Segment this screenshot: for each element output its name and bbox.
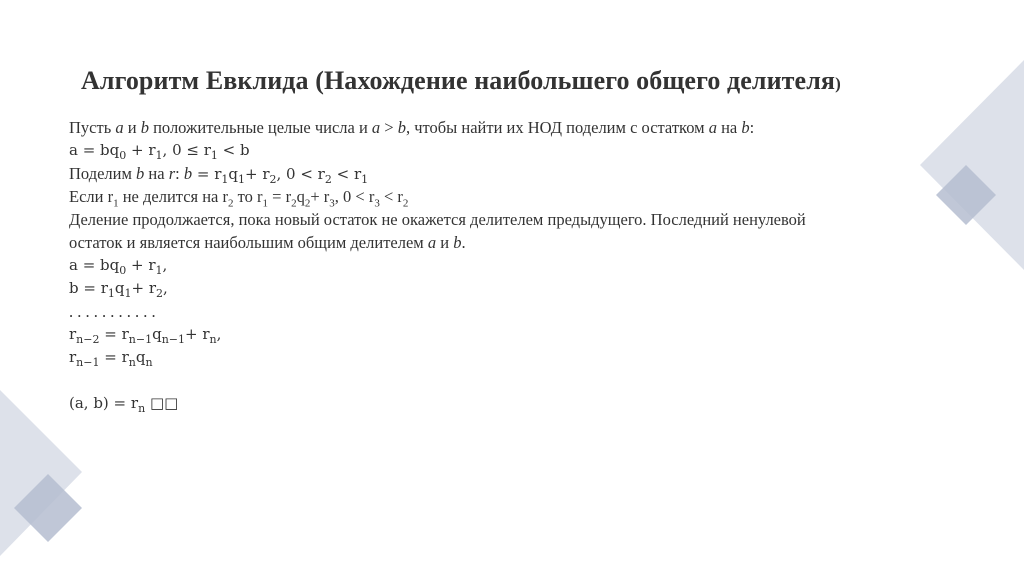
title-paren: ) xyxy=(835,74,841,93)
slide-body xyxy=(69,116,949,415)
text-line-6: остаток и является наибольшим общим делителем a и b. xyxy=(69,233,466,252)
blank-line xyxy=(69,369,949,392)
formula-line-8: $b = r_1q_1+ r_2$, xyxy=(69,279,168,300)
text-line-1: Пусть a и b положительные целые числа и a > b, чтобы найти их НОД поделим с остатком a на b: xyxy=(69,118,755,137)
text-line-4: Если $r_1$ не делится на $r_2$ то $r_1 = r_2q_2+ r_3$, $0 < r_3 < r_2$ xyxy=(69,187,409,210)
ellipsis-line: . . . . . . . . . . . xyxy=(69,302,156,321)
slide-title xyxy=(81,66,841,96)
formula-line-10: $r_{n-2} = r_{n-1}q_{n-1}+ r_n$, xyxy=(69,325,222,346)
text-line-5: Деление продолжается, пока новый остаток не окажется делителем предыдущего. Последний ненулевой xyxy=(69,210,806,229)
formula-line-7: $a = bq_0 + r_1$, xyxy=(69,256,168,277)
formula-line-11: $r_{n-1} = r_nq_n$ xyxy=(69,348,153,369)
formula-line-2: $a = bq_0 + r_1$, $0 \le r_1 < b$ xyxy=(69,141,250,162)
missing-glyph-boxes: □□ xyxy=(149,394,179,412)
title-main: Алгоритм Евклида (Нахождение наибольшего общего делителя xyxy=(81,66,836,95)
formula-line-result: (a, $b) = r_n$ □□ xyxy=(69,394,179,415)
text-line-3: Поделим b на r: $b = r_1q_1+ r_2$, $0 < r_2 < r_1$ xyxy=(69,164,369,186)
